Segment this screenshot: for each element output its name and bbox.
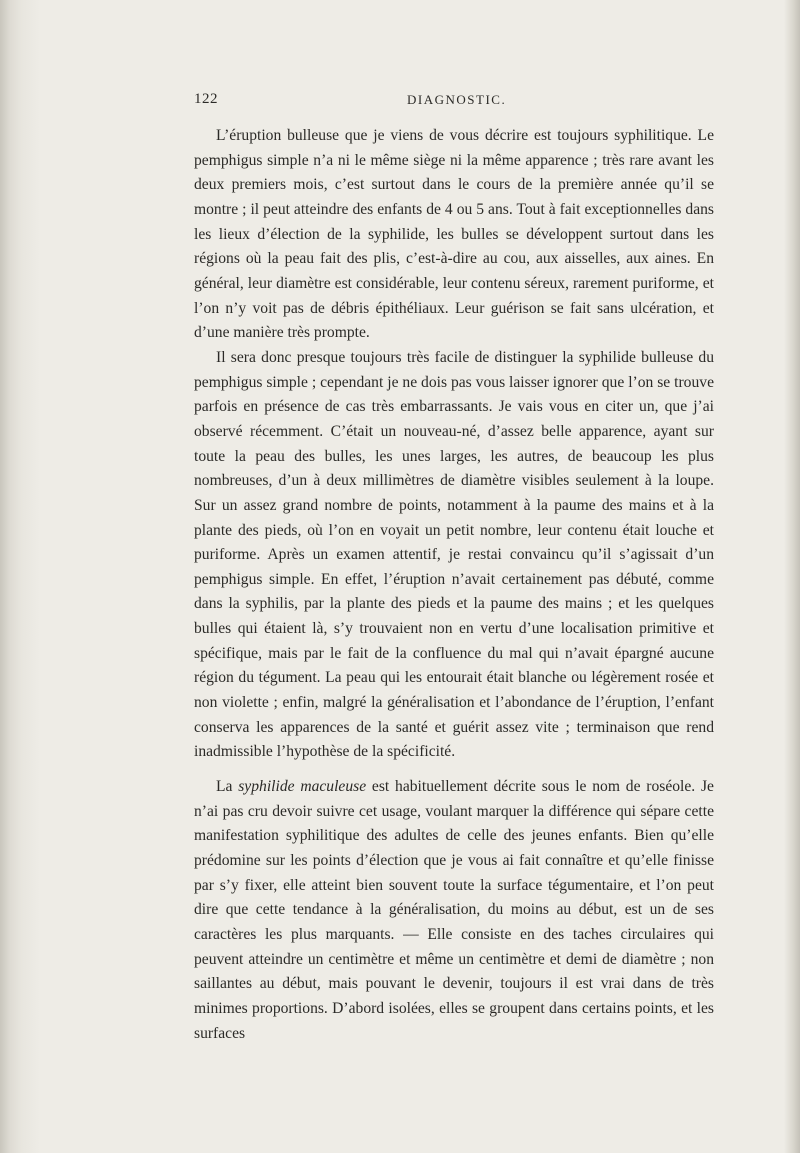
running-title: DIAGNOSTIC.	[407, 92, 507, 107]
body-text	[194, 124, 714, 1046]
page-number: 122	[194, 91, 218, 107]
italic-term: syphilide maculeuse	[238, 778, 367, 796]
paragraph: L’éruption bulleuse que je viens de vous décrire est toujours syphilitique. Le pemphigus simple n’a ni le même siège ni la même apparence ; très rare avant les deux premiers mois, c’est surtout dans le cours de la première année qu’il se montre ; il peut atteindre des enfants de 4 ou 5 ans. Tout à fait exceptionnelles dans les lieux d’élection de la syphilide, les bulles se développent surtout dans les régions où la peau fait des plis, c’est-à-dire au cou, aux aisselles, aux aines. En général, leur diamètre est considérable, leur contenu séreux, rarement puriforme, et l’on n’y voit pas de débris épithéliaux. Leur guérison se fait sans ulcération, et d’une manière très prompte.	[194, 127, 714, 342]
paragraph: Il sera donc presque toujours très facile de distinguer la syphilide bulleuse du pemphigus simple ; cependant je ne dois pas vous laisser ignorer que l’on se trouve parfois en présence de cas très embarrassants. Je vais vous en citer un, que j’ai observé récemment. C’était un nouveau-né, d’assez belle apparence, ayant sur toute la peau des bulles, les unes larges, les autres, de beaucoup les plus nombreuses, d’un à deux millimètres de diamètre visibles seulement à la loupe. Sur un assez grand nombre de points, notamment à la paume des mains et à la plante des pieds, où l’on en voyait un petit nombre, leur contenu était louche et puriforme. Après un examen attentif, je restai convaincu qu’il s’agissait d’un pemphigus simple. En effet, l’éruption n’avait certainement pas débuté, comme dans la syphilis, par la plante des pieds et la paume des mains ; et les quelques bulles qui étaient là, s’y trouvaient non en vertu d’une localisation primitive et spécifique, mais par le fait de la confluence du mal qui n’avait épargné aucune région du tégument. La peau qui les entourait était blanche ou légèrement rosée et non violette ; enfin, malgré la généralisation et l’abondance de l’éruption, l’enfant conserva les apparences de la santé et guérit assez vite ; terminaison que rend inadmissible l’hypothèse de la spécificité.	[194, 348, 714, 761]
running-header	[0, 91, 800, 111]
paragraph	[194, 775, 714, 1046]
paragraph-rest: est habituellement décrite sous le nom de roséole. Je n’ai pas cru devoir suivre cet usage, voulant marquer la différence qui sépare cette manifestation syphilitique des adultes de celle des jeunes enfants. Bien qu’elle prédomine sur les points d’élection que je vous ai fait connaître et qu’elle finisse par s’y fixer, elle atteint bien souvent toute la surface tégumentaire, et l’on peut dire que cette tendance à la généralisation, du moins au début, est un de ses caractères les plus marquants. — Elle consiste en des taches circulaires qui peuvent atteindre un centimètre et même un centimètre et demi de diamètre ; non saillantes au début, mais pouvant le devenir, toujours il est vrai dans de très minimes proportions. D’abord isolées, elles se groupent dans certains points, et les surfaces	[194, 778, 714, 1042]
binding-shadow	[0, 0, 40, 1153]
page-edge	[784, 0, 800, 1153]
paragraph-lead: La	[216, 778, 239, 796]
